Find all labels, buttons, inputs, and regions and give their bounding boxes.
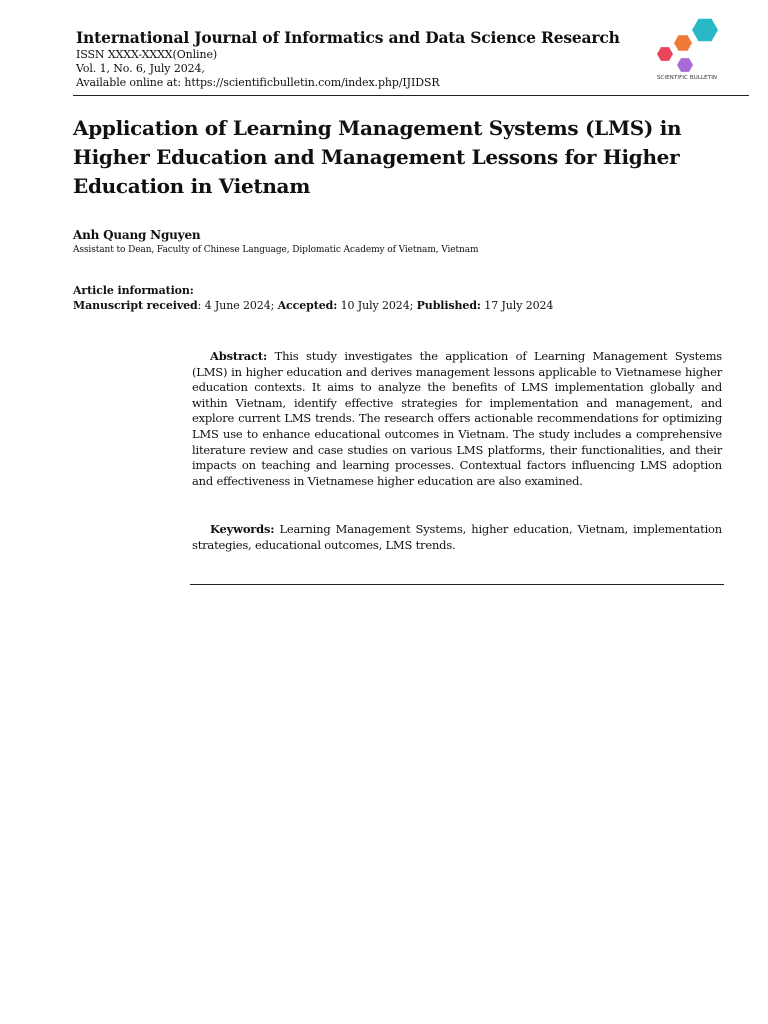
accepted-label: Accepted:: [277, 299, 338, 312]
keywords-label: Keywords:: [210, 522, 275, 536]
logo-caption: SCIENTIFIC BULLETIN: [656, 75, 718, 81]
volume-line: Vol. 1, No. 6, July 2024,: [76, 62, 205, 75]
paper-title: Application of Learning Management Systems (LMS) in Higher Education and Management Lessons for Higher Education in Vietnam: [73, 116, 682, 198]
logo-teal-hexagon: [692, 19, 718, 42]
abstract-divider: [190, 584, 724, 585]
received-value: : 4 June 2024;: [197, 299, 275, 312]
available-online-line: Available online at: https://scientificbulletin.com/index.php/IJIDSR: [76, 76, 440, 89]
keywords: [192, 521, 722, 553]
header-divider: [73, 95, 749, 96]
published-label: Published:: [416, 299, 481, 312]
journal-header: [76, 28, 722, 90]
abstract-text: This study investigates the application of Learning Management Systems (LMS) in higher education and derives management lessons applicable to Vietnamese higher education contexts. It aims to analyze the benefits of LMS implementation globally and within Vietnam, identify effective strategies for implementation and management, and explore current LMS trends. The research offers actionable recommendations for optimizing LMS use to enhance educational outcomes in Vietnam. The study includes a comprehensive literature review and case studies on various LMS platforms, their functionalities, and their impacts on teaching and learning processes. Contextual factors influencing LMS adoption and effectiveness in Vietnamese higher education are also examined.: [192, 349, 722, 488]
author-affiliation: Assistant to Dean, Faculty of Chinese Language, Diplomatic Academy of Vietnam, Vietnam: [73, 245, 479, 255]
logo-orange-hexagon: [674, 35, 692, 51]
article-info-heading: Article information:: [73, 284, 194, 297]
issn-line: ISSN XXXX-XXXX(Online): [76, 48, 218, 61]
keywords-text: Learning Management Systems, higher education, Vietnam, implementation strategies, educational outcomes, LMS trends.: [192, 522, 722, 552]
published-value: 17 July 2024: [484, 299, 554, 312]
received-label: Manuscript received: [73, 299, 198, 312]
accepted-value: 10 July 2024;: [340, 299, 414, 312]
logo-purple-hexagon: [677, 58, 693, 72]
abstract: [192, 349, 722, 489]
abstract-label: Abstract:: [210, 349, 268, 363]
journal-title: International Journal of Informatics and Data Science Research: [76, 28, 620, 47]
logo-red-hexagon: [657, 47, 673, 61]
author-name: Anh Quang Nguyen: [73, 228, 201, 242]
article-dates: [73, 299, 553, 312]
